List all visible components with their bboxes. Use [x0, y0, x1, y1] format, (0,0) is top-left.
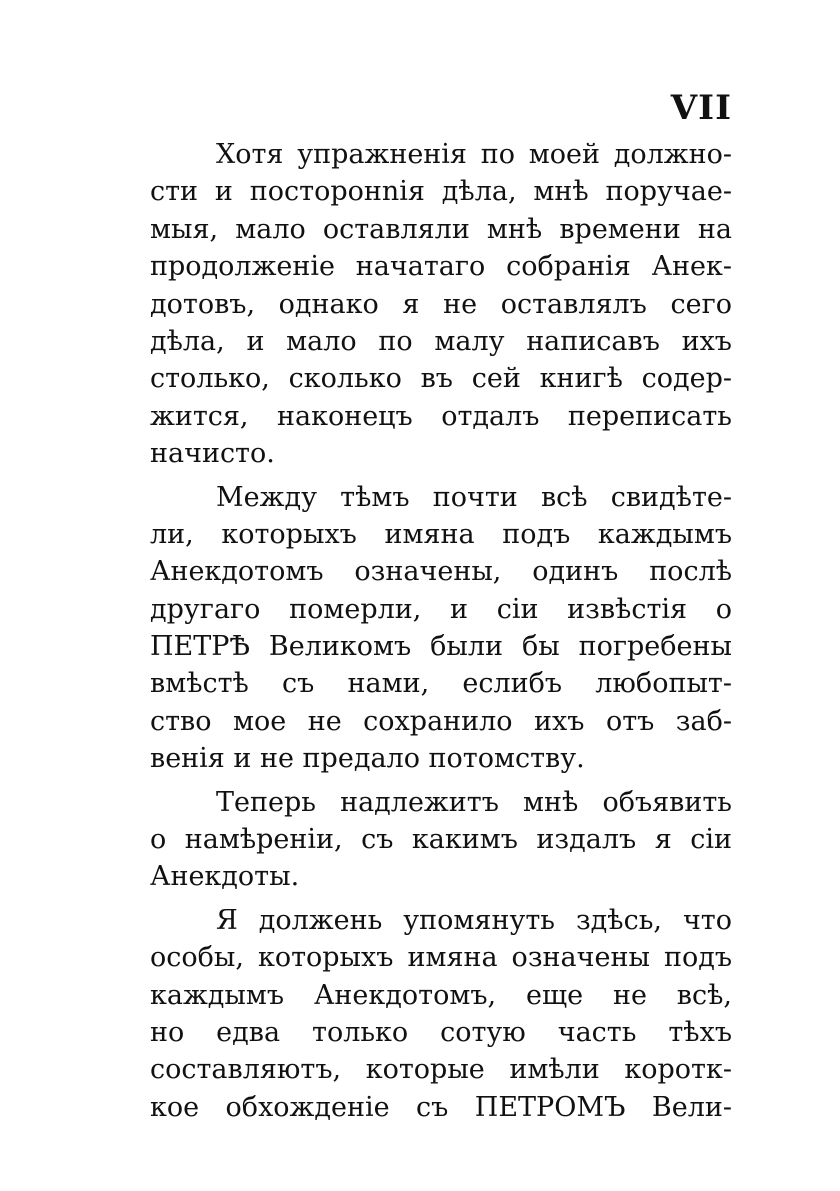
text-line: Я должень упомянуть здѣсь, что: [216, 904, 732, 936]
text-line: Анекдотомъ означены, одинъ послѣ: [150, 556, 732, 588]
paragraph-1: [150, 136, 732, 473]
text-line: каждымъ Анекдотомъ, еще не всѣ,: [150, 979, 732, 1011]
text-line: вмѣстѣ съ нами, еслибъ любопыт-: [150, 668, 732, 700]
text-line: кое обхожденіе съ ПЕТРОМЪ Вели-: [150, 1091, 732, 1123]
text-line: продолженіе начатаго собранія Анек-: [150, 251, 732, 283]
text-line: мыя, мало оставляли мнѣ времени на: [150, 213, 732, 245]
paragraph-2: [150, 479, 732, 778]
text-line: Хотя упражненія по моей должно-: [216, 139, 732, 170]
text-line: ство мое не сохранило ихъ отъ заб-: [150, 705, 732, 737]
text-line: столько, сколько въ сей книгѣ содер-: [150, 363, 732, 395]
body-text: [150, 136, 732, 1126]
text-line: Между тѣмъ почти всѣ свидѣте-: [216, 481, 732, 513]
page-number: VII: [670, 88, 732, 128]
text-line: дотовъ, однако я не оставлялъ сего: [150, 288, 732, 320]
text-line: жится, наконецъ отдалъ переписать: [150, 400, 732, 432]
text-line: сти и посторонnія дѣла, мнѣ поручае-: [150, 176, 732, 208]
text-line: особы, которыхъ имяна означены подъ: [150, 942, 732, 974]
text-line: составляютъ, которые имѣли коротк-: [150, 1054, 732, 1086]
text-line: о намѣреніи, съ какимъ издалъ я сіи: [150, 824, 732, 856]
text-line: ПЕТРѢ Великомъ были бы погребены: [150, 631, 732, 663]
text-line: Теперь надлежитъ мнѣ объявить: [216, 786, 732, 818]
text-line: Анекдоты.: [150, 861, 300, 893]
paragraph-4: [150, 902, 732, 1126]
text-line: венія и не предало потомству.: [150, 743, 585, 775]
text-line: другаго померли, и сіи извѣстія о: [150, 593, 732, 625]
text-line: начисто.: [150, 438, 275, 470]
text-line: но едва только сотую часть тѣхъ: [150, 1016, 732, 1048]
text-line: ли, которыхъ имяна подъ каждымъ: [150, 518, 732, 550]
text-line: дѣла, и мало по малу написавъ ихъ: [150, 325, 732, 357]
paragraph-3: [150, 784, 732, 896]
